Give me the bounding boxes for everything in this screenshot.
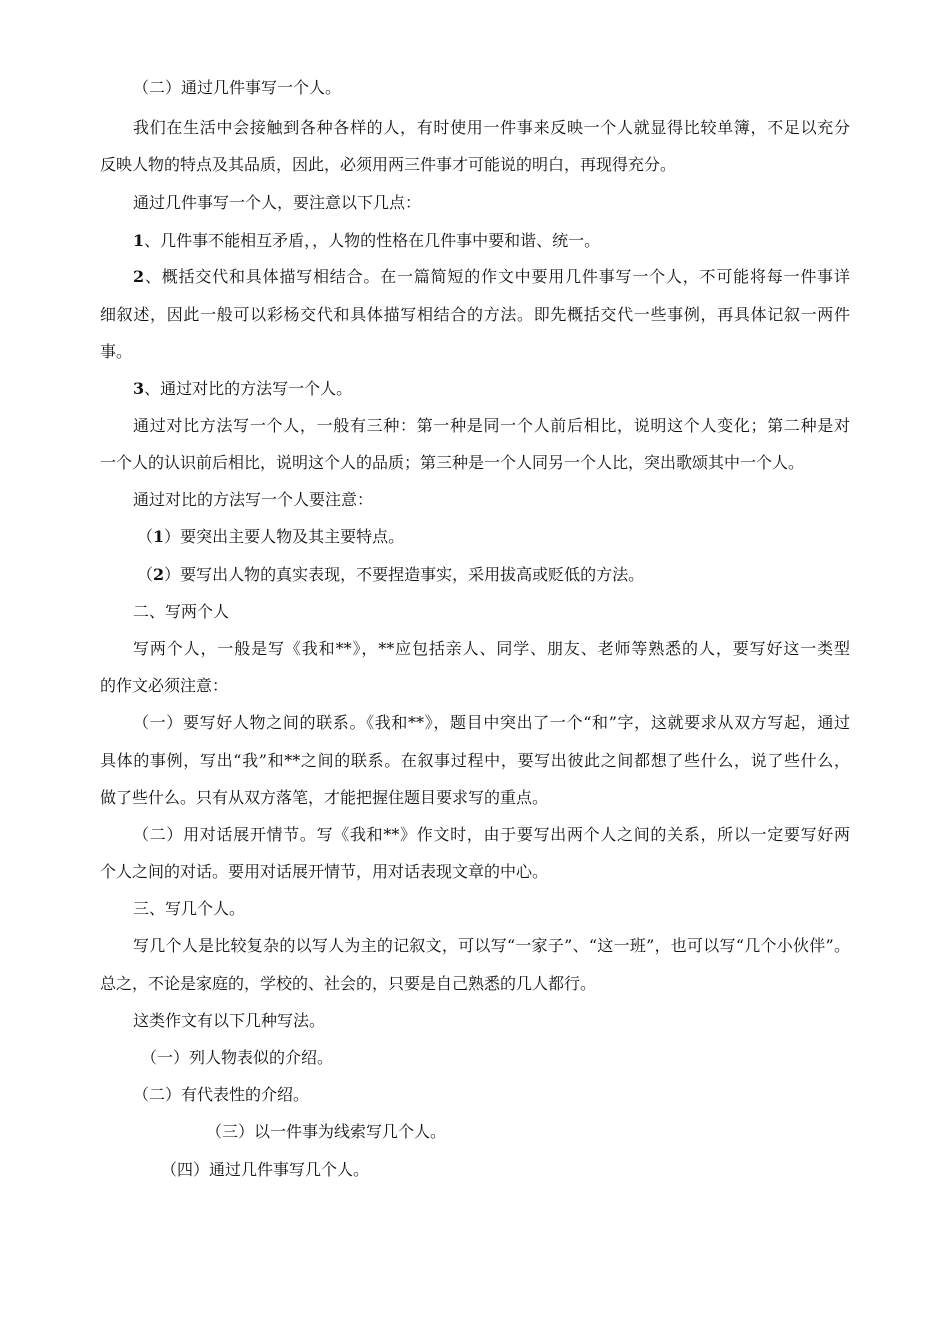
paragraph-line: 通过对比方法写一个人，一般有三种：第一种是同一个人前后相比，说明这个人变化；第二种是对	[133, 416, 850, 435]
method-item-1: （一）列人物表似的介绍。	[141, 1048, 334, 1067]
paragraph-line: 具体的事例，写出“我”和**之间的联系。在叙事过程中，要写出彼此之间都想了些什么，说了些什么，	[100, 751, 850, 770]
paragraph-line: 写两个人，一般是写《我和**》，**应包括亲人、同学、朋友、老师等熟悉的人，要写好这一类型	[133, 639, 850, 658]
paragraph-line: 一个人的认识前后相比，说明这个人的品质；第三种是一个人同另一个人比，突出歌颂其中一个人。	[100, 453, 805, 472]
paragraph-line: 做了些什么。只有从双方落笔，才能把握住题目要求写的重点。	[100, 788, 549, 807]
paragraph-line: 个人之间的对话。要用对话展开情节，用对话表现文章的中心。	[100, 862, 549, 881]
paragraph-line: 写几个人是比较复杂的以写人为主的记叙文，可以写“一家子”、“这一班”，也可以写“几个小伙伴”。	[133, 936, 850, 955]
numbered-item-2: 2、概括交代和具体描写相结合。在一篇简短的作文中要用几件事写一个人，不可能将每一件事详	[133, 267, 850, 286]
method-item-2: （二）有代表性的介绍。	[133, 1085, 310, 1104]
numbered-item-1: 1、几件事不能相互矛盾，，人物的性格在几件事中要和谐、统一。	[133, 231, 601, 250]
method-item-4: （四）通过几件事写几个人。	[161, 1160, 370, 1179]
paragraph-line: 总之，不论是家庭的，学校的、社会的，只要是自己熟悉的几人都行。	[100, 974, 597, 993]
paragraph-line: 事。	[100, 342, 133, 361]
numbered-item-3: 3、通过对比的方法写一个人。	[133, 379, 353, 398]
paragraph-line: 细叙述，因此一般可以彩杨交代和具体描写相结合的方法。即先概括交代一些事例，再具体记叙一两件	[100, 305, 850, 324]
method-item-3: （三）以一件事为线索写几个人。	[206, 1122, 447, 1141]
paragraph-line: 我们在生活中会接触到各种各样的人，有时使用一件事来反映一个人就显得比较单簿，不足以充分	[133, 118, 850, 137]
section-heading-two-people: 二、写两个人	[133, 602, 230, 621]
sub-item-1: （1）要突出主要人物及其主要特点。	[137, 527, 405, 546]
sub-item-2: （2）要写出人物的真实表现，不要捏造事实，采用拔高或贬低的方法。	[137, 565, 645, 584]
paragraph-line: 通过几件事写一个人，要注意以下几点：	[133, 193, 422, 212]
paragraph-line: 这类作文有以下几种写法。	[133, 1011, 326, 1030]
paragraph-line: 通过对比的方法写一个人要注意：	[133, 490, 374, 509]
paragraph-line: （二）用对话展开情节。写《我和**》作文时，由于要写出两个人之间的关系，所以一定要写好两	[133, 825, 850, 844]
paragraph-line: 反映人物的特点及其品质，因此，必须用两三件事才可能说的明白，再现得充分。	[100, 155, 677, 174]
paragraph-line: （一）要写好人物之间的联系。《我和**》，题目中突出了一个“和”字，这就要求从双方写起，通过	[133, 713, 850, 732]
paragraph-line: 的作文必须注意：	[100, 676, 229, 695]
section-heading-several-people: 三、写几个人。	[133, 899, 246, 918]
heading-several-events: （二）通过几件事写一个人。	[133, 78, 342, 97]
